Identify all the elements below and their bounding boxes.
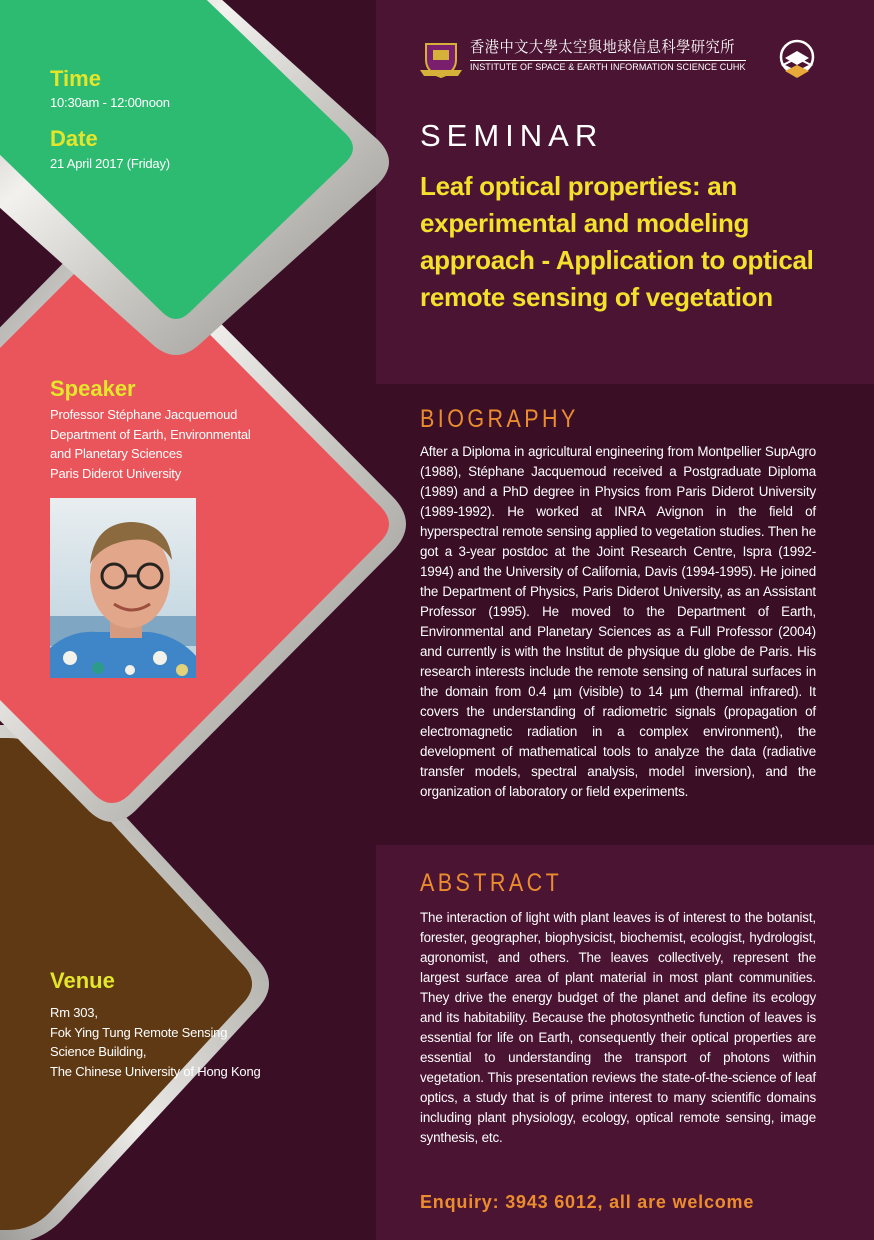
time-value: 10:30am - 12:00noon <box>50 95 170 110</box>
venue-label: Venue <box>50 968 115 993</box>
iseis-logo-icon <box>778 38 816 80</box>
venue-university: The Chinese University of Hong Kong <box>50 1063 261 1079</box>
date-label: Date <box>50 126 98 151</box>
venue-building-line2: Science Building, <box>50 1044 147 1059</box>
venue-room: Rm 303, <box>50 1005 98 1020</box>
abstract-text: The interaction of light with plant leaves is of interest to the botanist, forester, geographer, biophysicist, biochemist, ecologist, hydrologist, agronomist, and others. The leaves collectively, represent the largest surface area of plant material in most plant communities. They drive the energy budget of the planet and define its ecology and its habitability. Because the photosynthetic function of leaves is essential for life on Earth, consequently their optical properties are essential to understanding the transport of photons within vegetation. This presentation reviews the state-of-the-science of leaf optics, a study that is of prime interest to many scientific domains including plant physiology, ecology, optical remote sensing, image synthesis, etc. <box>420 910 816 1145</box>
logo-chinese-name: 香港中文大學太空與地球信息科學研究所 <box>470 38 735 56</box>
talk-title: Leaf optical properties: an experimental and modeling approach - Application to optical remote sensing of vegetation <box>420 171 814 312</box>
speaker-photo <box>50 498 196 678</box>
enquiry-line: Enquiry: 3943 6012, all are welcome <box>420 1192 755 1212</box>
venue-building-line1: Fok Ying Tung Remote Sensing <box>50 1024 228 1040</box>
speaker-dept-line2: and Planetary Sciences <box>50 446 183 461</box>
institute-logo-block <box>418 38 818 82</box>
venue-details <box>50 1003 310 1081</box>
abstract-heading: ABSTRACT <box>420 869 563 897</box>
biography-heading: BIOGRAPHY <box>420 405 579 433</box>
date-value: 21 April 2017 (Friday) <box>50 156 170 171</box>
speaker-name: Professor Stéphane Jacquemoud <box>50 407 238 422</box>
speaker-dept-line1: Department of Earth, Environmental <box>50 426 251 442</box>
logo-english-name: INSTITUTE OF SPACE & EARTH INFORMATION SCIENCE CUHK <box>470 62 746 72</box>
speaker-label: Speaker <box>50 376 136 401</box>
time-label: Time <box>50 66 101 91</box>
seminar-label: SEMINAR <box>420 118 604 153</box>
speaker-university: Paris Diderot University <box>50 465 182 481</box>
speaker-details <box>50 405 300 483</box>
cuhk-crest-icon <box>418 40 464 78</box>
biography-text: After a Diploma in agricultural engineering from Montpellier SupAgro (1988), Stéphane Jacquemoud received a Postgraduate Diploma (1989) and a PhD degree in Physics from Paris Diderot University (1989-1992). He worked at INRA Avignon in the field of hyperspectral remote sensing applied to vegetation studies. Then he got a 3-year postdoc at the Joint Research Centre, Ispra (1992-1994) and the University of California, Davis (1994-1995). He joined the Department of Physics, Paris Diderot University, as an Assistant Professor (1995). He moved to the Department of Earth, Environmental and Planetary Sciences as a Full Professor (2004) and currently is with the Institut de physique du globe de Paris. His research interests include the remote sensing of natural surfaces in the domain from 0.4 µm (visible) to 14 µm (thermal infrared). It covers the understanding of radiometric signals (propagation of electromagnetic radiation in a complex environment), the development of mathematical tools to analyze the data (radiative transfer models, spectral analysis, model inversion), and the organization of laboratory or field experiments. <box>420 444 816 799</box>
